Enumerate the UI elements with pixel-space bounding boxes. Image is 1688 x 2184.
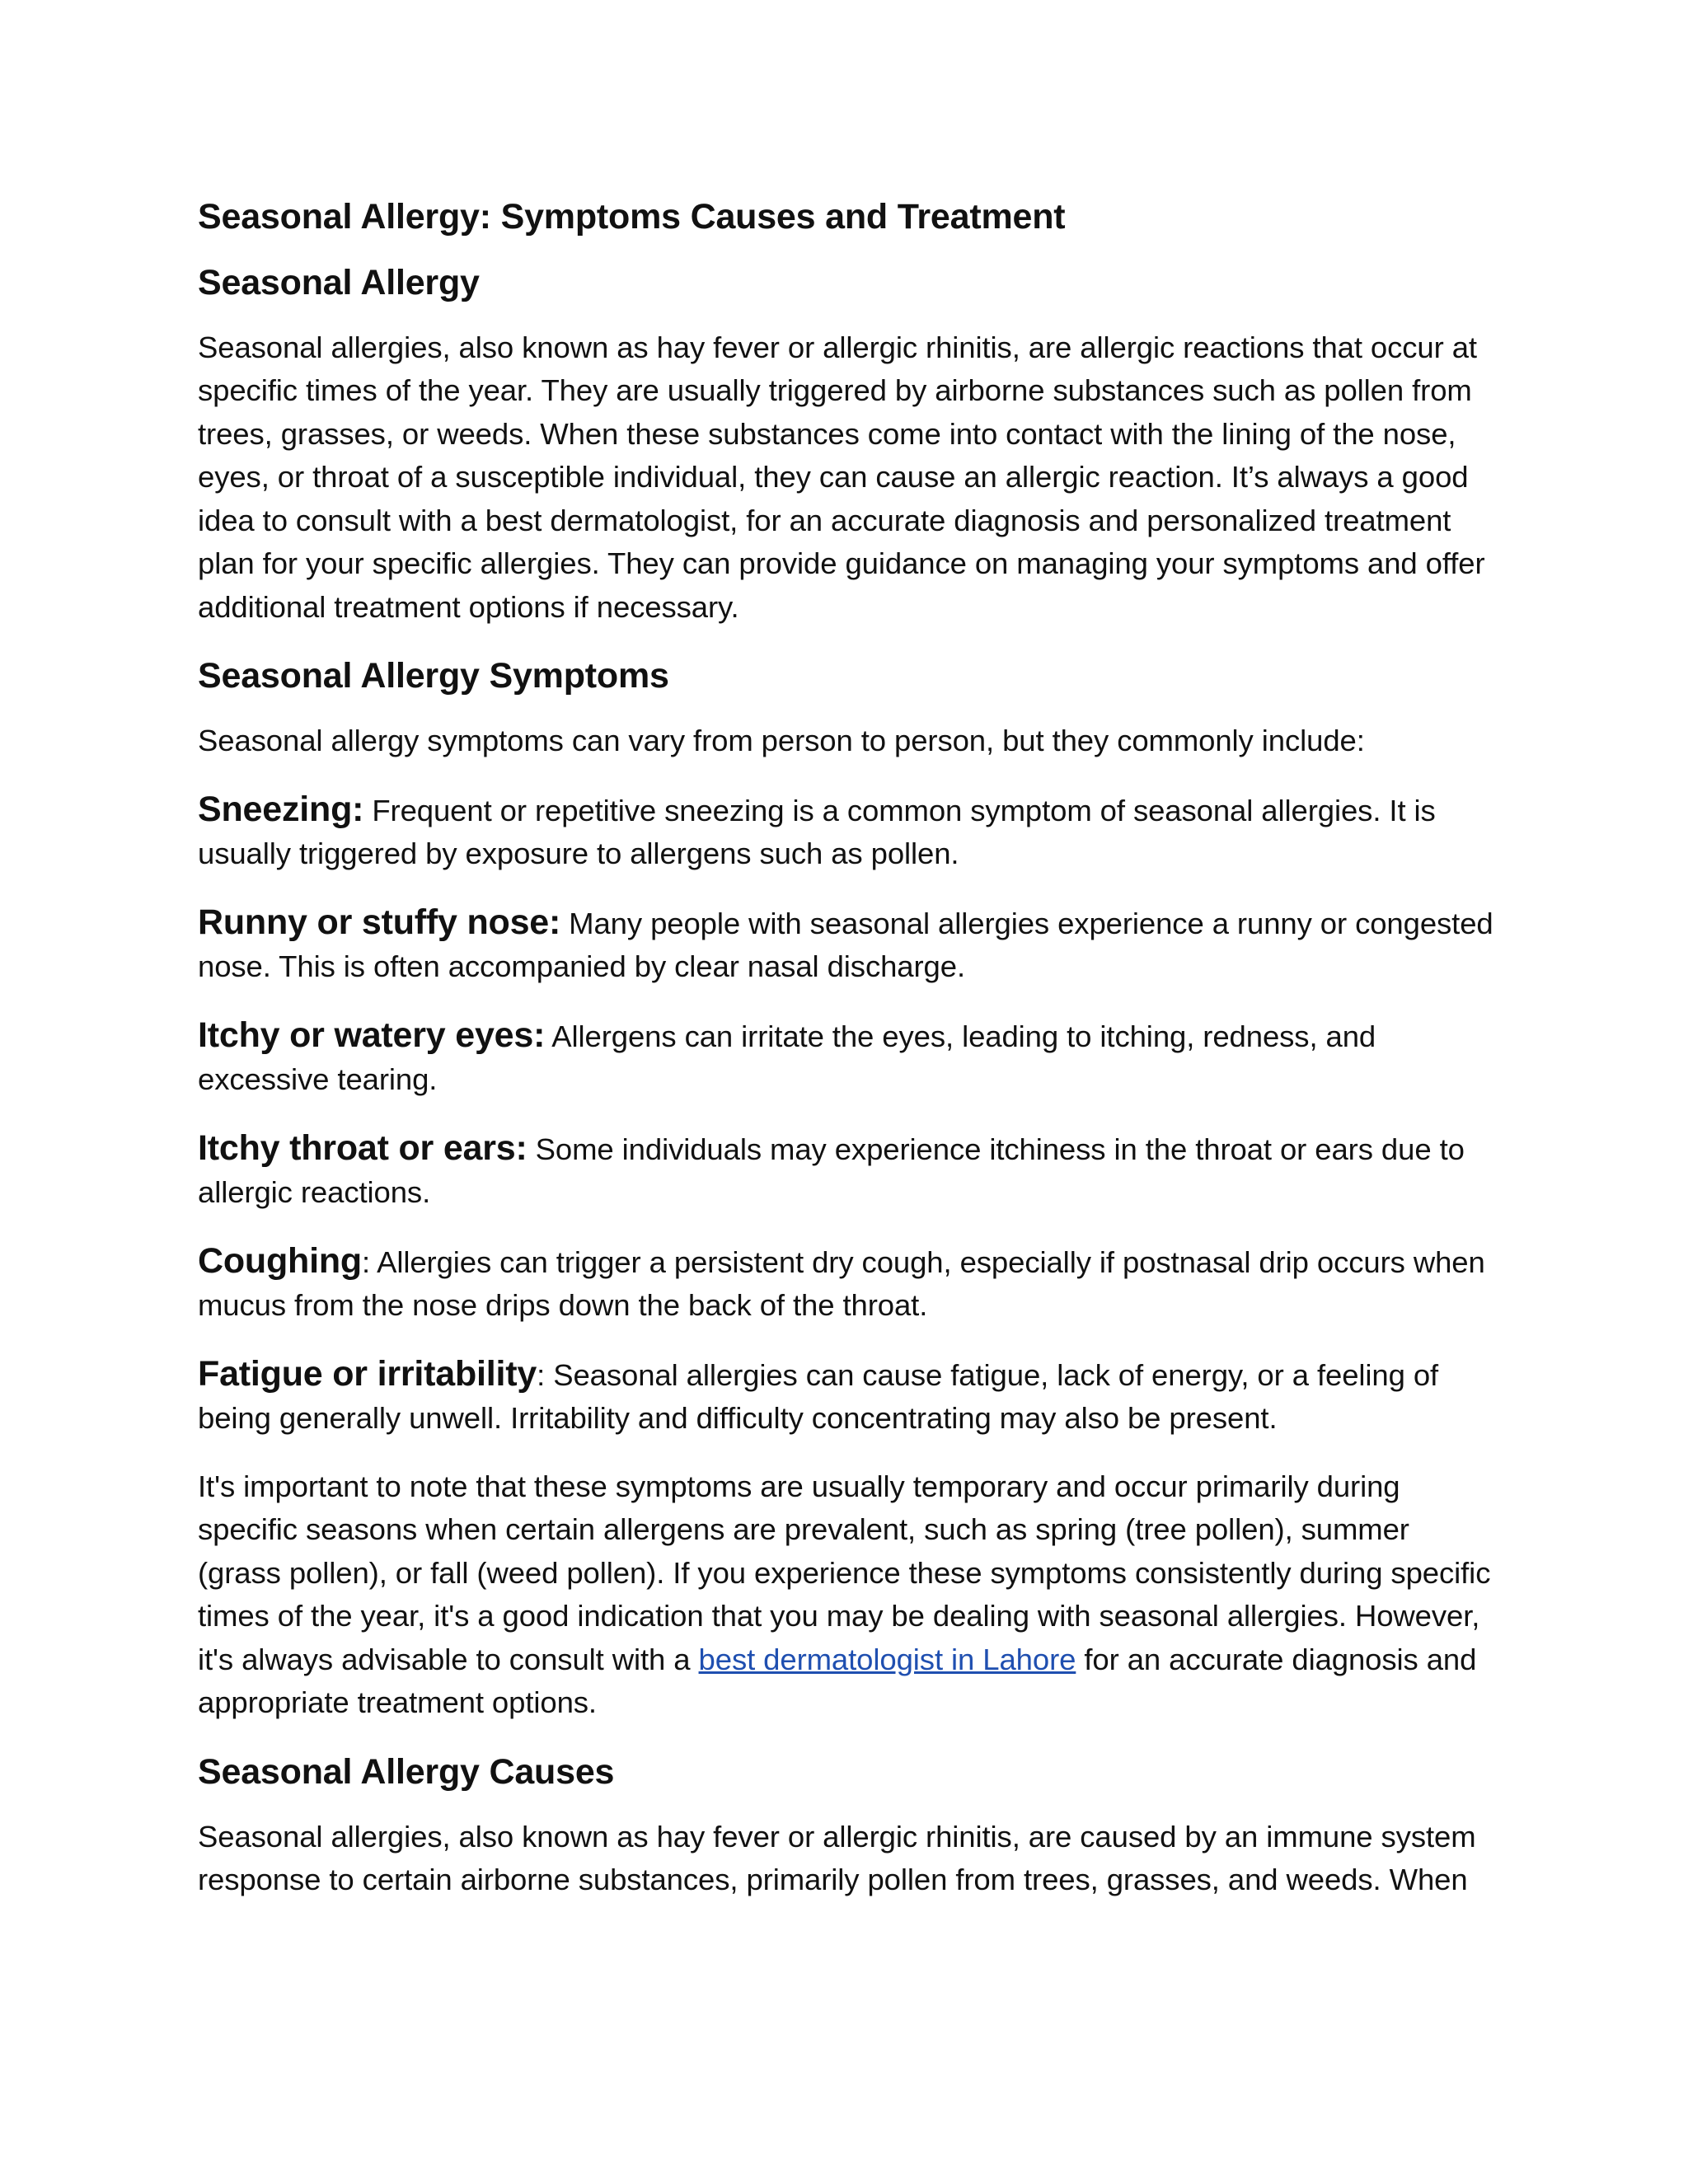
document-content	[198, 194, 1496, 1927]
symptom-term: Itchy or watery eyes:	[198, 1015, 546, 1055]
symptom-item	[198, 1014, 1496, 1102]
symptom-term: Itchy throat or ears:	[198, 1127, 528, 1168]
symptom-term: Coughing	[198, 1240, 362, 1281]
note-text-after-link: for an accurate diagnosis and appropriate treatment options.	[198, 1642, 1477, 1720]
symptom-text: Allergens can irritate the eyes, leading to itching, redness, and excessive tearing.	[198, 1019, 1376, 1097]
symptom-item	[198, 788, 1496, 876]
symptom-item	[198, 901, 1496, 989]
symptoms-note-paragraph	[198, 1465, 1496, 1725]
section-heading-symptoms: Seasonal Allergy Symptoms	[198, 656, 669, 696]
symptoms-intro-paragraph: Seasonal allergy symptoms can vary from person to person, but they commonly include:	[198, 724, 1365, 758]
symptom-item	[198, 1127, 1496, 1215]
symptom-item	[198, 1240, 1496, 1328]
symptom-text: Some individuals may experience itchiness in the throat or ears due to allergic reactions.	[198, 1132, 1465, 1210]
causes-paragraph: Seasonal allergies, also known as hay fever or allergic rhinitis, are caused by an immune system response to certain airborne substances, primarily pollen from trees, grasses, and weeds. When	[198, 1819, 1476, 1897]
document-title: Seasonal Allergy: Symptoms Causes and Treatment	[198, 197, 1066, 237]
symptom-term: Sneezing:	[198, 789, 364, 829]
symptom-text: Many people with seasonal allergies experience a runny or congested nose. This is often accompanied by clear nasal discharge.	[198, 906, 1493, 984]
dermatologist-link[interactable]: best dermatologist in Lahore	[698, 1642, 1076, 1676]
note-text-before-link: It's important to note that these symptoms are usually temporary and occur primarily during specific seasons when certain allergens are prevalent, such as spring (tree pollen), summer (grass pollen), or fall (weed pollen). If you experience these symptoms consistently during specific times of the year, it's a good indication that you may be dealing with seasonal allergies. However, it's always advisable to consult with a	[198, 1469, 1491, 1676]
symptom-term: Runny or stuffy nose:	[198, 902, 561, 942]
symptom-text: : Allergies can trigger a persistent dry cough, especially if postnasal drip occurs when mucus from the nose drips down the back of the throat.	[198, 1244, 1485, 1323]
symptom-text: : Seasonal allergies can cause fatigue, lack of energy, or a feeling of being generally unwell. Irritability and difficulty concentrating may also be present.	[198, 1357, 1439, 1436]
section-heading-seasonal-allergy: Seasonal Allergy	[198, 262, 480, 302]
symptom-text: Frequent or repetitive sneezing is a common symptom of seasonal allergies. It is usually triggered by exposure to allergens such as pollen.	[198, 793, 1436, 871]
intro-paragraph: Seasonal allergies, also known as hay fever or allergic rhinitis, are allergic reactions that occur at specific times of the year. They are usually triggered by airborne substances such as pollen from trees, grasses, or weeds. When these substances come into contact with the lining of the nose, eyes, or throat of a susceptible individual, they can cause an allergic reaction. It’s always a good idea to consult with a best dermatologist, for an accurate diagnosis and personalized treatment plan for your specific allergies. They can provide guidance on managing your symptoms and offer additional treatment options if necessary.	[198, 330, 1485, 624]
symptom-term: Fatigue or irritability	[198, 1353, 537, 1394]
section-heading-causes: Seasonal Allergy Causes	[198, 1751, 615, 1792]
symptom-item	[198, 1352, 1496, 1441]
